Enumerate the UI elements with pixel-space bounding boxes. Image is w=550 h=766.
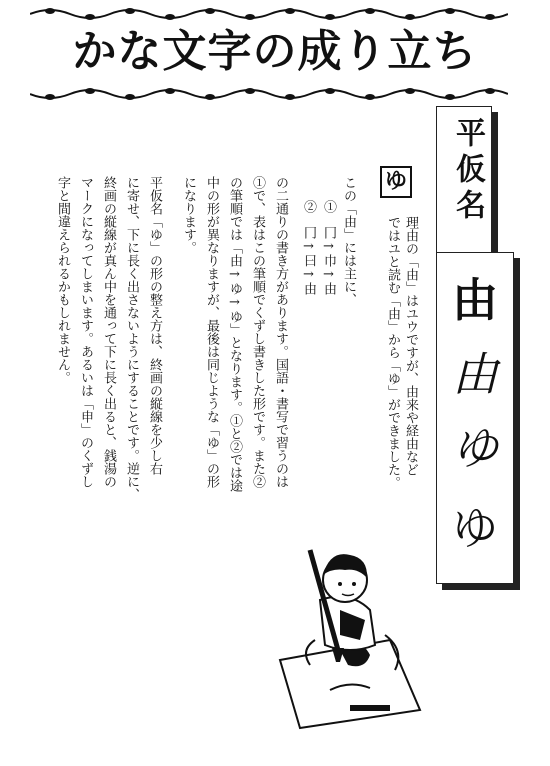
body-column: マークになってしまいます。あるいは「申」のくずし	[78, 176, 93, 488]
body-column: 中の形が異なりますが、最後は同じような「ゆ」の形	[204, 176, 219, 488]
evolution-step-3: ゆ	[452, 421, 498, 475]
evolution-step-2: 由	[452, 347, 498, 401]
body-column: の二通りの書き方があります。国語・書写で習うのは	[273, 176, 288, 488]
body-column: 終画の縦線が真ん中を通って下に長く出ると、銭湯の	[101, 176, 116, 488]
body-column: に寄せ、下に長く出さないようにすることです。逆に、	[124, 176, 139, 501]
page-title: かな文字の成り立ち	[72, 26, 478, 77]
title-vine-top-ornament	[30, 6, 508, 22]
body-column: ② 冂→曰→由	[301, 200, 316, 295]
title-vine-bottom-ornament	[30, 86, 508, 102]
body-column: この「由」には主に、	[341, 176, 356, 306]
body-column: になります。	[181, 176, 196, 254]
category-label-box	[436, 106, 492, 264]
evolution-step-4: ゆ	[452, 501, 498, 555]
body-column: 平仮名「ゆ」の形の整え方は、終画の縦線を少し右	[147, 176, 162, 475]
body-column: 字と間違えられるかもしれません。	[55, 176, 70, 384]
body-column: の筆順では「由→ゆ→ゆ」となります。①と②では途	[227, 176, 242, 492]
intro-line-1: 理由の「由」はユウですが、由来や経由など	[403, 216, 418, 476]
calligraphy-child-illustration	[270, 540, 430, 730]
evolution-step-1: 由	[452, 273, 498, 327]
body-column: ① 冂→巾→由	[321, 200, 336, 295]
kana-badge: ゆ	[380, 166, 412, 198]
evolution-panel	[436, 252, 514, 584]
body-column: ①で、表はこの筆順でくずし書きした形です。また②	[250, 176, 265, 488]
category-label: 平仮名	[450, 117, 485, 225]
intro-line-2: ではユと読む「由」から「ゆ」ができました。	[385, 216, 400, 489]
